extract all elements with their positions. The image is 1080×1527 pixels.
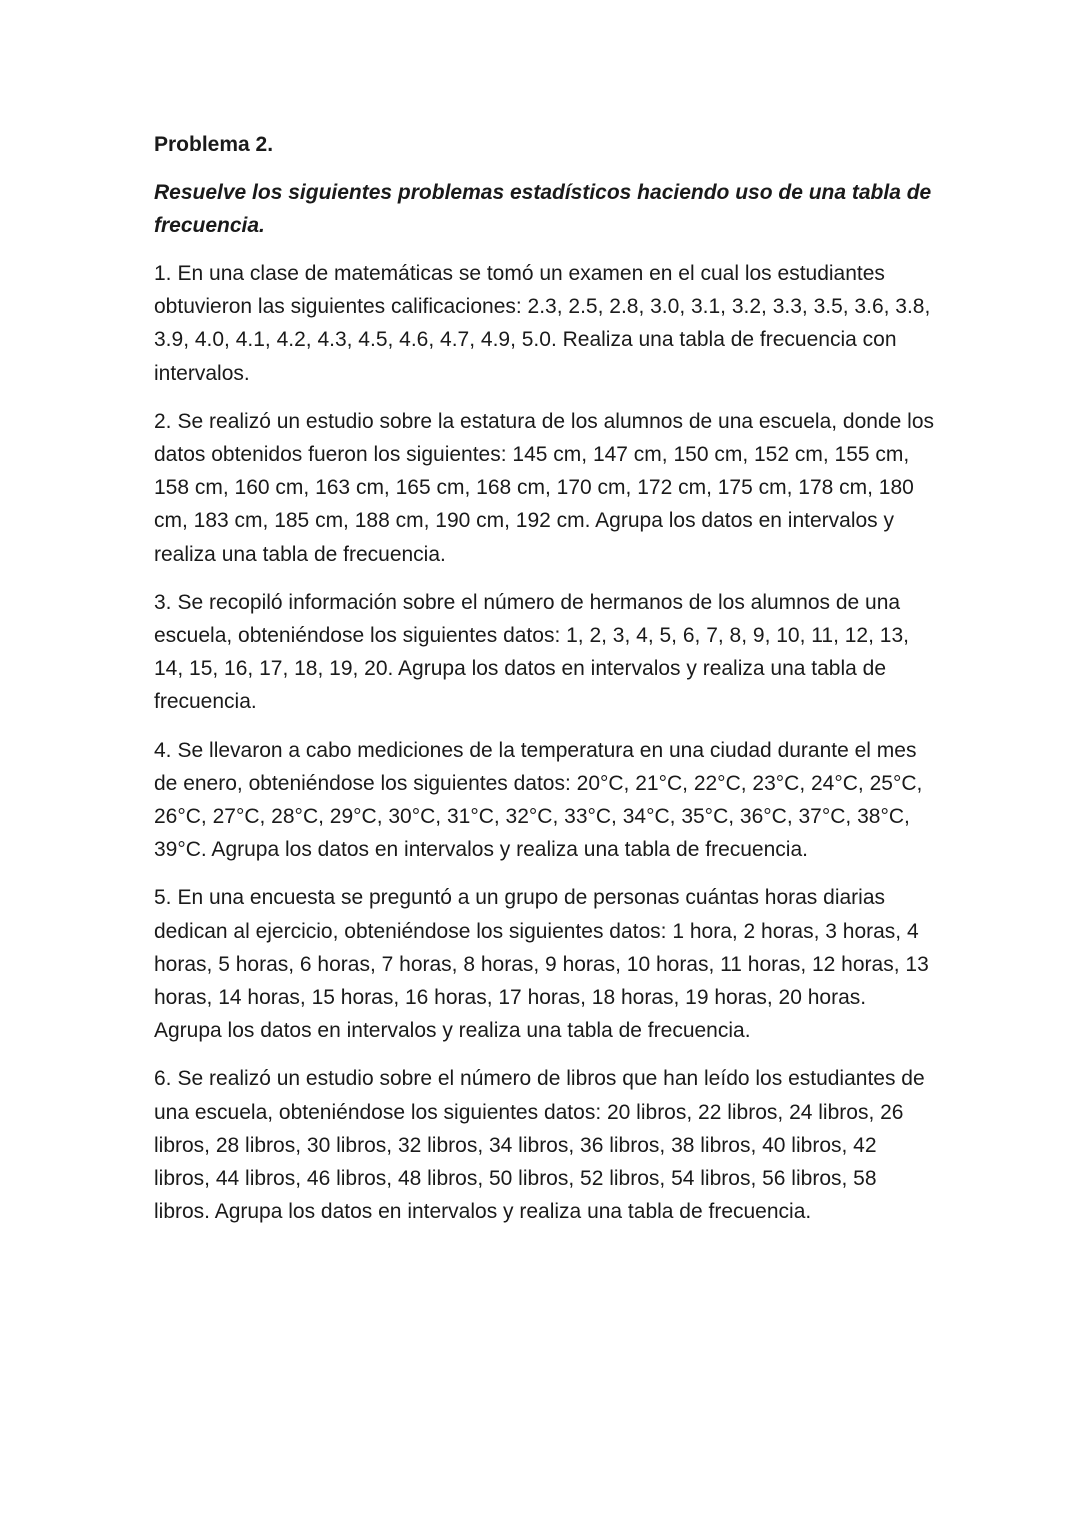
problem-text: Se llevaron a cabo mediciones de la temperatura en una ciudad durante el mes de enero, obteniéndose los siguientes datos: 20°C, 21°C, 22°C, 23°C, 24°C, 25°C, 26°C, 27°C, 28°C, 29°C, 30°C, 31°C, 32°C, 33°C, 34°C, 35°C, 36°C, 37°C, 38°C, 39°C. Agrupa los datos en intervalos y realiza una tabla de frecuencia. [154,738,923,862]
problem-number: 1. [154,262,172,285]
problem-text: Se recopiló información sobre el número de hermanos de los alumnos de una escuela, obteniéndose los siguientes datos: 1, 2, 3, 4, 5, 6, 7, 8, 9, 10, 11, 12, 13, 14, 15, 16, 17, 18, 19, 20. Agrupa los datos en intervalos y realiza una tabla de frecuencia. [154,590,909,714]
problem-text: Se realizó un estudio sobre la estatura de los alumnos de una escuela, donde los datos obtenidos fueron los siguientes: 145 cm, 147 cm, 150 cm, 152 cm, 155 cm, 158 cm, 160 cm, 163 cm, 165 cm, 168 cm, 170 cm, 172 cm, 175 cm, 178 cm, 180 cm, 183 cm, 185 cm, 188 cm, 190 cm, 192 cm. Agrupa los datos en intervalos y realiza una tabla de frecuencia. [154,409,935,566]
problem-item-6 [154,1062,934,1228]
problem-item-1 [154,257,934,390]
document-page [154,128,934,1243]
problem-text: En una encuesta se preguntó a un grupo de personas cuántas horas diarias dedican al ejercicio, obteniéndose los siguientes datos: 1 hora, 2 horas, 3 horas, 4 horas, 5 horas, 6 horas, 7 horas, 8 horas, 9 horas, 10 horas, 11 horas, 12 horas, 13 horas, 14 horas, 15 horas, 16 horas, 17 horas, 18 horas, 19 horas, 20 horas. Agrupa los datos en intervalos y realiza una tabla de frecuencia. [154,886,929,1043]
problem-number: 6. [154,1067,172,1091]
problem-item-4 [154,734,934,867]
problem-item-2 [154,405,934,571]
problem-text: Se realizó un estudio sobre el número de libros que han leído los estudiantes de una escuela, obteniéndose los siguientes datos: 20 libros, 22 libros, 24 libros, 26 libros, 28 libros, 30 libros, 32 libros, 34 libros, 36 libros, 38 libros, 40 libros, 42 libros, 44 libros, 46 libros, 48 libros, 50 libros, 52 libros, 54 libros, 56 libros, 58 libros. Agrupa los datos en intervalos y realiza una tabla de frecuencia. [154,1067,925,1224]
problem-text: En una clase de matemáticas se tomó un examen en el cual los estudiantes obtuvieron las siguientes calificaciones: 2.3, 2.5, 2.8, 3.0, 3.1, 3.2, 3.3, 3.5, 3.6, 3.8, 3.9, 4.0, 4.1, 4.2, 4.3, 4.5, 4.6, 4.7, 4.9, 5.0. Realiza una tabla de frecuencia con intervalos. [154,262,931,385]
problem-number: 2. [154,409,172,433]
problem-number: 5. [154,886,172,910]
problem-number: 3. [154,590,172,614]
instruction-text: Resuelve los siguientes problemas estadísticos haciendo uso de una tabla de frecuencia. [154,181,932,237]
problem-item-5 [154,881,934,1047]
page-title: Problema 2. [154,133,274,156]
problem-item-3 [154,586,934,719]
problem-number: 4. [154,738,172,762]
